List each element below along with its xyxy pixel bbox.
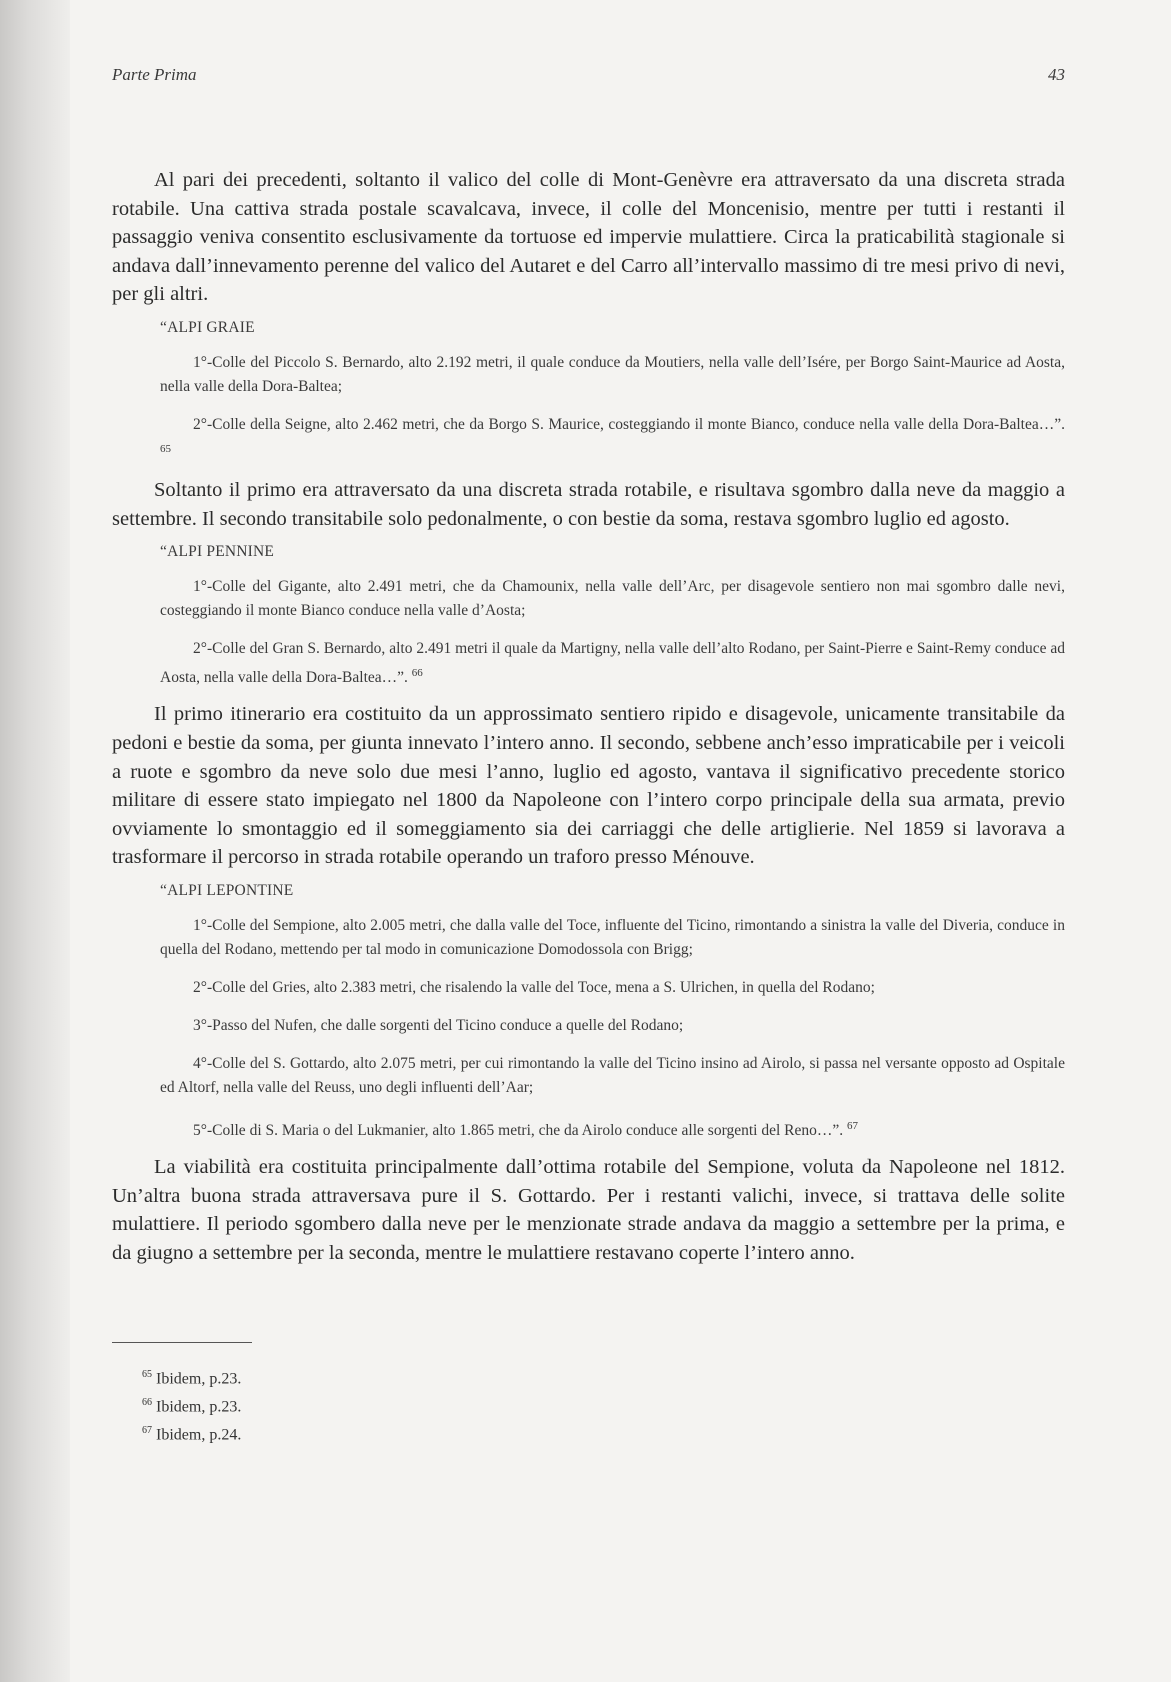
footnote: $^{66}$ Ibidem, p.23. [142,1396,242,1416]
binding-shadow [0,0,70,1682]
quote-item: 2°-Colle del Gran S. Bernardo, alto 2.491 metri il quale da Martigny, nella valle dell’alto Rodano, per Saint-Pierre e Saint-Remy conduce ad Aosta, nella valle della Dora-Baltea…”. $^{66}$ [160,640,1065,687]
paragraph-graie-comment: Soltanto il primo era attraversato da una discreta strada rotabile, e risultava sgombro dalla neve da maggio a settembre. Il secondo transitabile solo pedonalmente, o con bestie da soma, restava sgombro luglio ed agosto. [112,479,1065,530]
paragraph-pennine-comment: Il primo itinerario era costituito da un approssimato sentiero ripido e disagevole, unicamente transitabile da pedoni e bestie da soma, per giunta innevato l’intero anno. Il secondo, sebbene anch’esso impraticabile per i veicoli a ruote e sgombro da neve solo due mesi l’anno, luglio ed agosto, vantava il significativo precedente storico militare di essere stato impiegato nel 1800 da Napoleone con l’intero corpo principale della sua armata, previo ovviamente lo smontaggio ed il someggiamento sia dei carriaggi che delle artiglierie. Nel 1859 si lavorava a trasformare il percorso in strada rotabile operando un traforo presso Ménouve. [112,703,1065,869]
footnote: $^{67}$ Ibidem, p.24. [142,1425,242,1444]
quote-item: 5°-Colle di S. Maria o del Lukmanier, alto 1.865 metri, che da Airolo conduce alle sorgenti del Reno…”. $^{67}$ [193,1120,858,1140]
quote-item: 1°-Colle del Sempione, alto 2.005 metri, che dalla valle del Toce, influente del Ticino, rimontando a sinistra la valle del Diveria, conduce in quella del Rodano, mettendo per tal modo in comunicazione Domodossola con Brigg; [160,917,1065,959]
quote-item: 2°-Colle della Seigne, alto 2.462 metri, che da Borgo S. Maurice, costeggiando il monte Bianco, conduce nella valle della Dora-Baltea…”. $^{65}$ [160,415,1065,455]
quote-item: 4°-Colle del S. Gottardo, alto 2.075 metri, per cui rimontando la valle del Ticino insino ad Airolo, si passa nel versante opposto ad Ospitale ed Altorf, nella valle del Reuss, uno degli influenti dell’Aar; [160,1055,1065,1097]
running-head [112,60,1065,100]
quote-item: 3°-Passo del Nufen, che dalle sorgenti del Ticino conduce a quelle del Rodano; [193,1017,684,1035]
footnote-ref: 65 [160,442,171,455]
quote-item: 1°-Colle del Piccolo S. Bernardo, alto 2.192 metri, il quale conduce da Moutiers, nella valle dell’Isére, per Borgo Saint-Maurice ad Aosta, nella valle della Dora-Baltea; [160,353,1065,395]
page-number: 43 [1048,65,1065,84]
paragraph-mont-genevre: Al pari dei precedenti, soltanto il valico del colle di Mont-Genèvre era attraversato da una discreta strada rotabile. Una cattiva strada postale scavalcava, invece, il colle del Moncenisio, mentre per tutti i restanti il passaggio veniva consentito esclusivamente da tortuose ed impervie mulattiere. Circa la praticabilità stagionale si andava dall’innevamento perenne del valico del Autaret e del Carro all’intervallo massimo di tre mesi privo di nevi, per gli altri. [112,169,1065,306]
footnote: $^{65}$ Ibidem, p.23. [142,1368,242,1387]
quote-heading: “ALPI LEPONTINE [160,882,294,900]
paragraph-lepontine-comment: La viabilità era costituita principalmente dall’ottima rotabile del Sempione, voluta da Napoleone nel 1812. Un’altra buona strada attraversava pure il S. Gottardo. Per i restanti valichi, invece, si trattava delle solite mulattiere. Il periodo sgombero dalla neve per le menzionate strade andava da maggio a settembre per la prima, e da giugno a settembre per la seconda, mentre le mulattiere restavano coperte l’intero anno. [112,1156,1065,1264]
quote-alpi-lepontine [112,882,1065,1143]
quote-item: 2°-Colle del Gries, alto 2.383 metri, che risalendo la valle del Toce, mena a S. Ulrichen, in quella del Rodano; [193,979,875,997]
quote-heading: “ALPI GRAIE [160,318,255,336]
quote-alpi-pennine [112,543,1065,690]
quote-item: 1°-Colle del Gigante, alto 2.491 metri, che da Chamounix, nella valle dell’Arc, per disagevole sentiero non mai sgombro dalle nevi, costeggiando il monte Bianco conduce nella valle d’Aosta; [160,578,1065,620]
quote-heading: “ALPI PENNINE [160,543,275,561]
footnote-ref: 66 [411,667,423,680]
footnote-divider [112,1342,252,1343]
quote-alpi-graie [112,319,1065,466]
section-title: Parte Prima [112,65,197,84]
footnote-ref: 67 [846,1120,858,1133]
footnotes [112,1363,1065,1448]
book-page [112,60,1065,1660]
